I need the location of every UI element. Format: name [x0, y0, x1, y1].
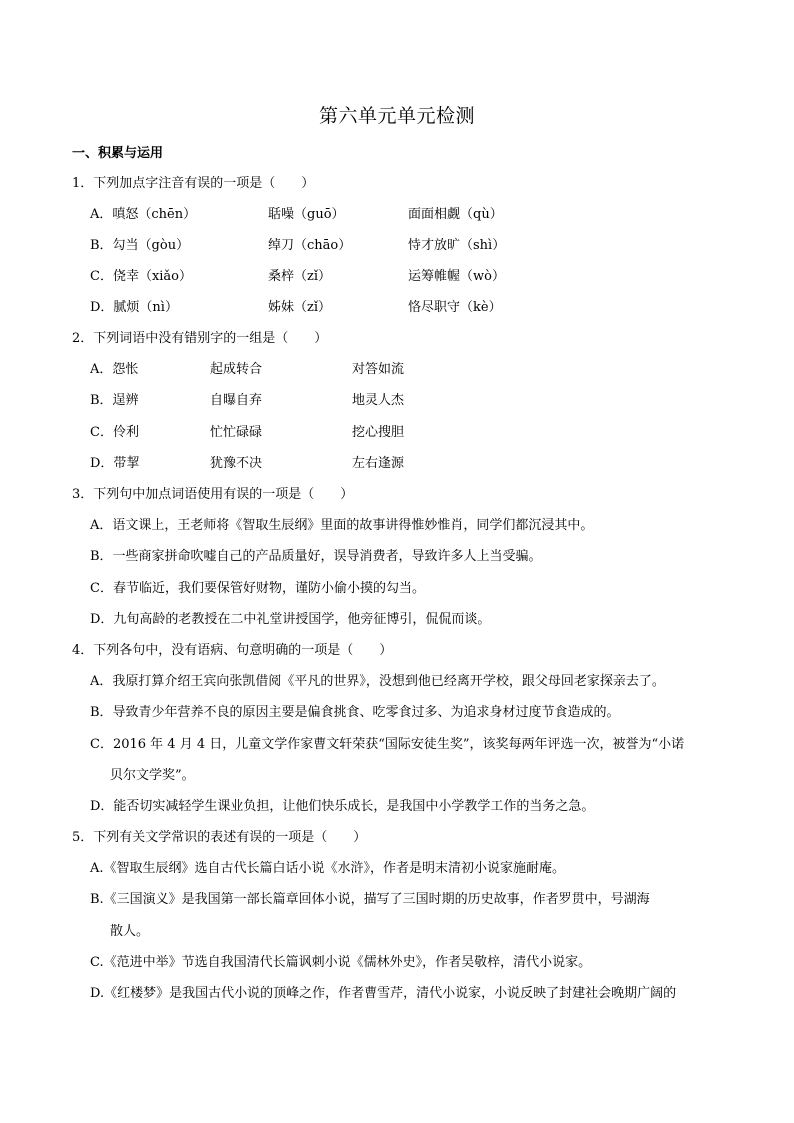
section-heading: 一、积累与运用 — [72, 146, 164, 161]
q1-option-b-word2: 绰刀（chāo） — [268, 238, 352, 253]
q3-option-c: C．春节临近，我们要保管好财物，谨防小偷小摸的勾当。 — [90, 581, 425, 596]
q2-option-b-word2: 自曝自弃 — [210, 393, 263, 408]
question-5-stem: 5．下列有关文学常识的表述有误的一项是（ ） — [72, 830, 367, 845]
q4-option-c: C．2016 年 4 月 4 日，儿童文学作家曹文轩荣获“国际安徒生奖”，该奖每两年评选一次，被誉为“小诺 — [90, 737, 685, 752]
q2-option-c-word3: 挖心搜胆 — [352, 425, 405, 440]
q5-option-b: B.《三国演义》是我国第一部长篇章回体小说，描写了三国时期的历史故事，作者罗贯中，号湖海 — [90, 892, 650, 907]
q1-option-a-word2: 聒噪（guō） — [268, 207, 345, 222]
q2-option-c: C．伶利 — [90, 425, 139, 440]
q1-option-c-word3: 运筹帷幄（wò） — [408, 269, 505, 284]
q1-option-d-word2: 姊妹（zǐ） — [268, 300, 332, 315]
q2-option-b-word3: 地灵人杰 — [352, 393, 405, 408]
page-title: 第六单元单元检测 — [318, 105, 475, 127]
question-2-stem: 2．下列词语中没有错别字的一组是（ ） — [72, 331, 328, 346]
q3-option-a: A．语文课上，王老师将《智取生辰纲》里面的故事讲得惟妙惟肖，同学们都沉浸其中。 — [90, 518, 594, 533]
q5-option-c: C.《范进中举》节选自我国清代长篇讽刺小说《儒林外史》，作者吴敬梓，清代小说家。 — [90, 955, 592, 970]
q2-option-c-word2: 忙忙碌碌 — [210, 425, 263, 440]
q2-option-d-word2: 犹豫不决 — [210, 456, 263, 471]
q1-option-a-word3: 面面相觑（qù） — [408, 207, 503, 222]
q1-option-d: D．腻烦（nì） — [90, 300, 178, 315]
q2-option-a: A．怨怅 — [90, 362, 139, 377]
q4-option-c-continued: 贝尔文学奖”。 — [110, 768, 195, 783]
q1-option-a: A．嗔怒（chēn） — [90, 207, 197, 222]
q2-option-a-word2: 起成转合 — [210, 362, 263, 377]
q1-option-b-word3: 恃才放旷（shì） — [408, 238, 506, 253]
q4-option-d: D．能否切实减轻学生课业负担，让他们快乐成长，是我国中小学教学工作的当务之急。 — [90, 799, 595, 814]
q3-option-d: D．九旬高龄的老教授在二中礼堂讲授国学，他旁征博引，侃侃而谈。 — [90, 612, 491, 627]
question-1-stem: 1．下列加点字注音有误的一项是（ ） — [72, 176, 315, 191]
q3-option-b: B．一些商家拼命吹嘘自己的产品质量好，误导消费者，导致许多人上当受骗。 — [90, 549, 542, 564]
q5-option-b-continued: 散人。 — [110, 924, 150, 939]
q1-option-c: C．侥幸（xiǎo） — [90, 269, 193, 284]
q1-option-c-word2: 桑梓（zǐ） — [268, 269, 332, 284]
q4-option-a: A．我原打算介绍王宾向张凯借阅《平凡的世界》，没想到他已经离开学校，跟父母回老家探亲去了。 — [90, 674, 665, 689]
q2-option-d-word3: 左右逢源 — [352, 456, 405, 471]
q2-option-b: B．逞辨 — [90, 393, 139, 408]
q1-option-b: B．勾当（gòu） — [90, 238, 190, 253]
q2-option-a-word3: 对答如流 — [352, 362, 405, 377]
q4-option-b: B．导致青少年营养不良的原因主要是偏食挑食、吃零食过多、为追求身材过度节食造成的。 — [90, 705, 620, 720]
q1-option-d-word3: 恪尽职守（kè） — [408, 300, 502, 315]
q5-option-a: A.《智取生辰纲》选自古代长篇白话小说《水浒》，作者是明末清初小说家施耐庵。 — [90, 861, 566, 876]
q2-option-d: D．带挈 — [90, 456, 140, 471]
q5-option-d: D.《红楼梦》是我国古代小说的顶峰之作，作者曹雪芹，清代小说家，小说反映了封建社会晚期广阔的 — [90, 986, 677, 1001]
question-3-stem: 3．下列句中加点词语使用有误的一项是（ ） — [72, 487, 354, 502]
question-4-stem: 4．下列各句中，没有语病、句意明确的一项是（ ） — [72, 643, 393, 658]
